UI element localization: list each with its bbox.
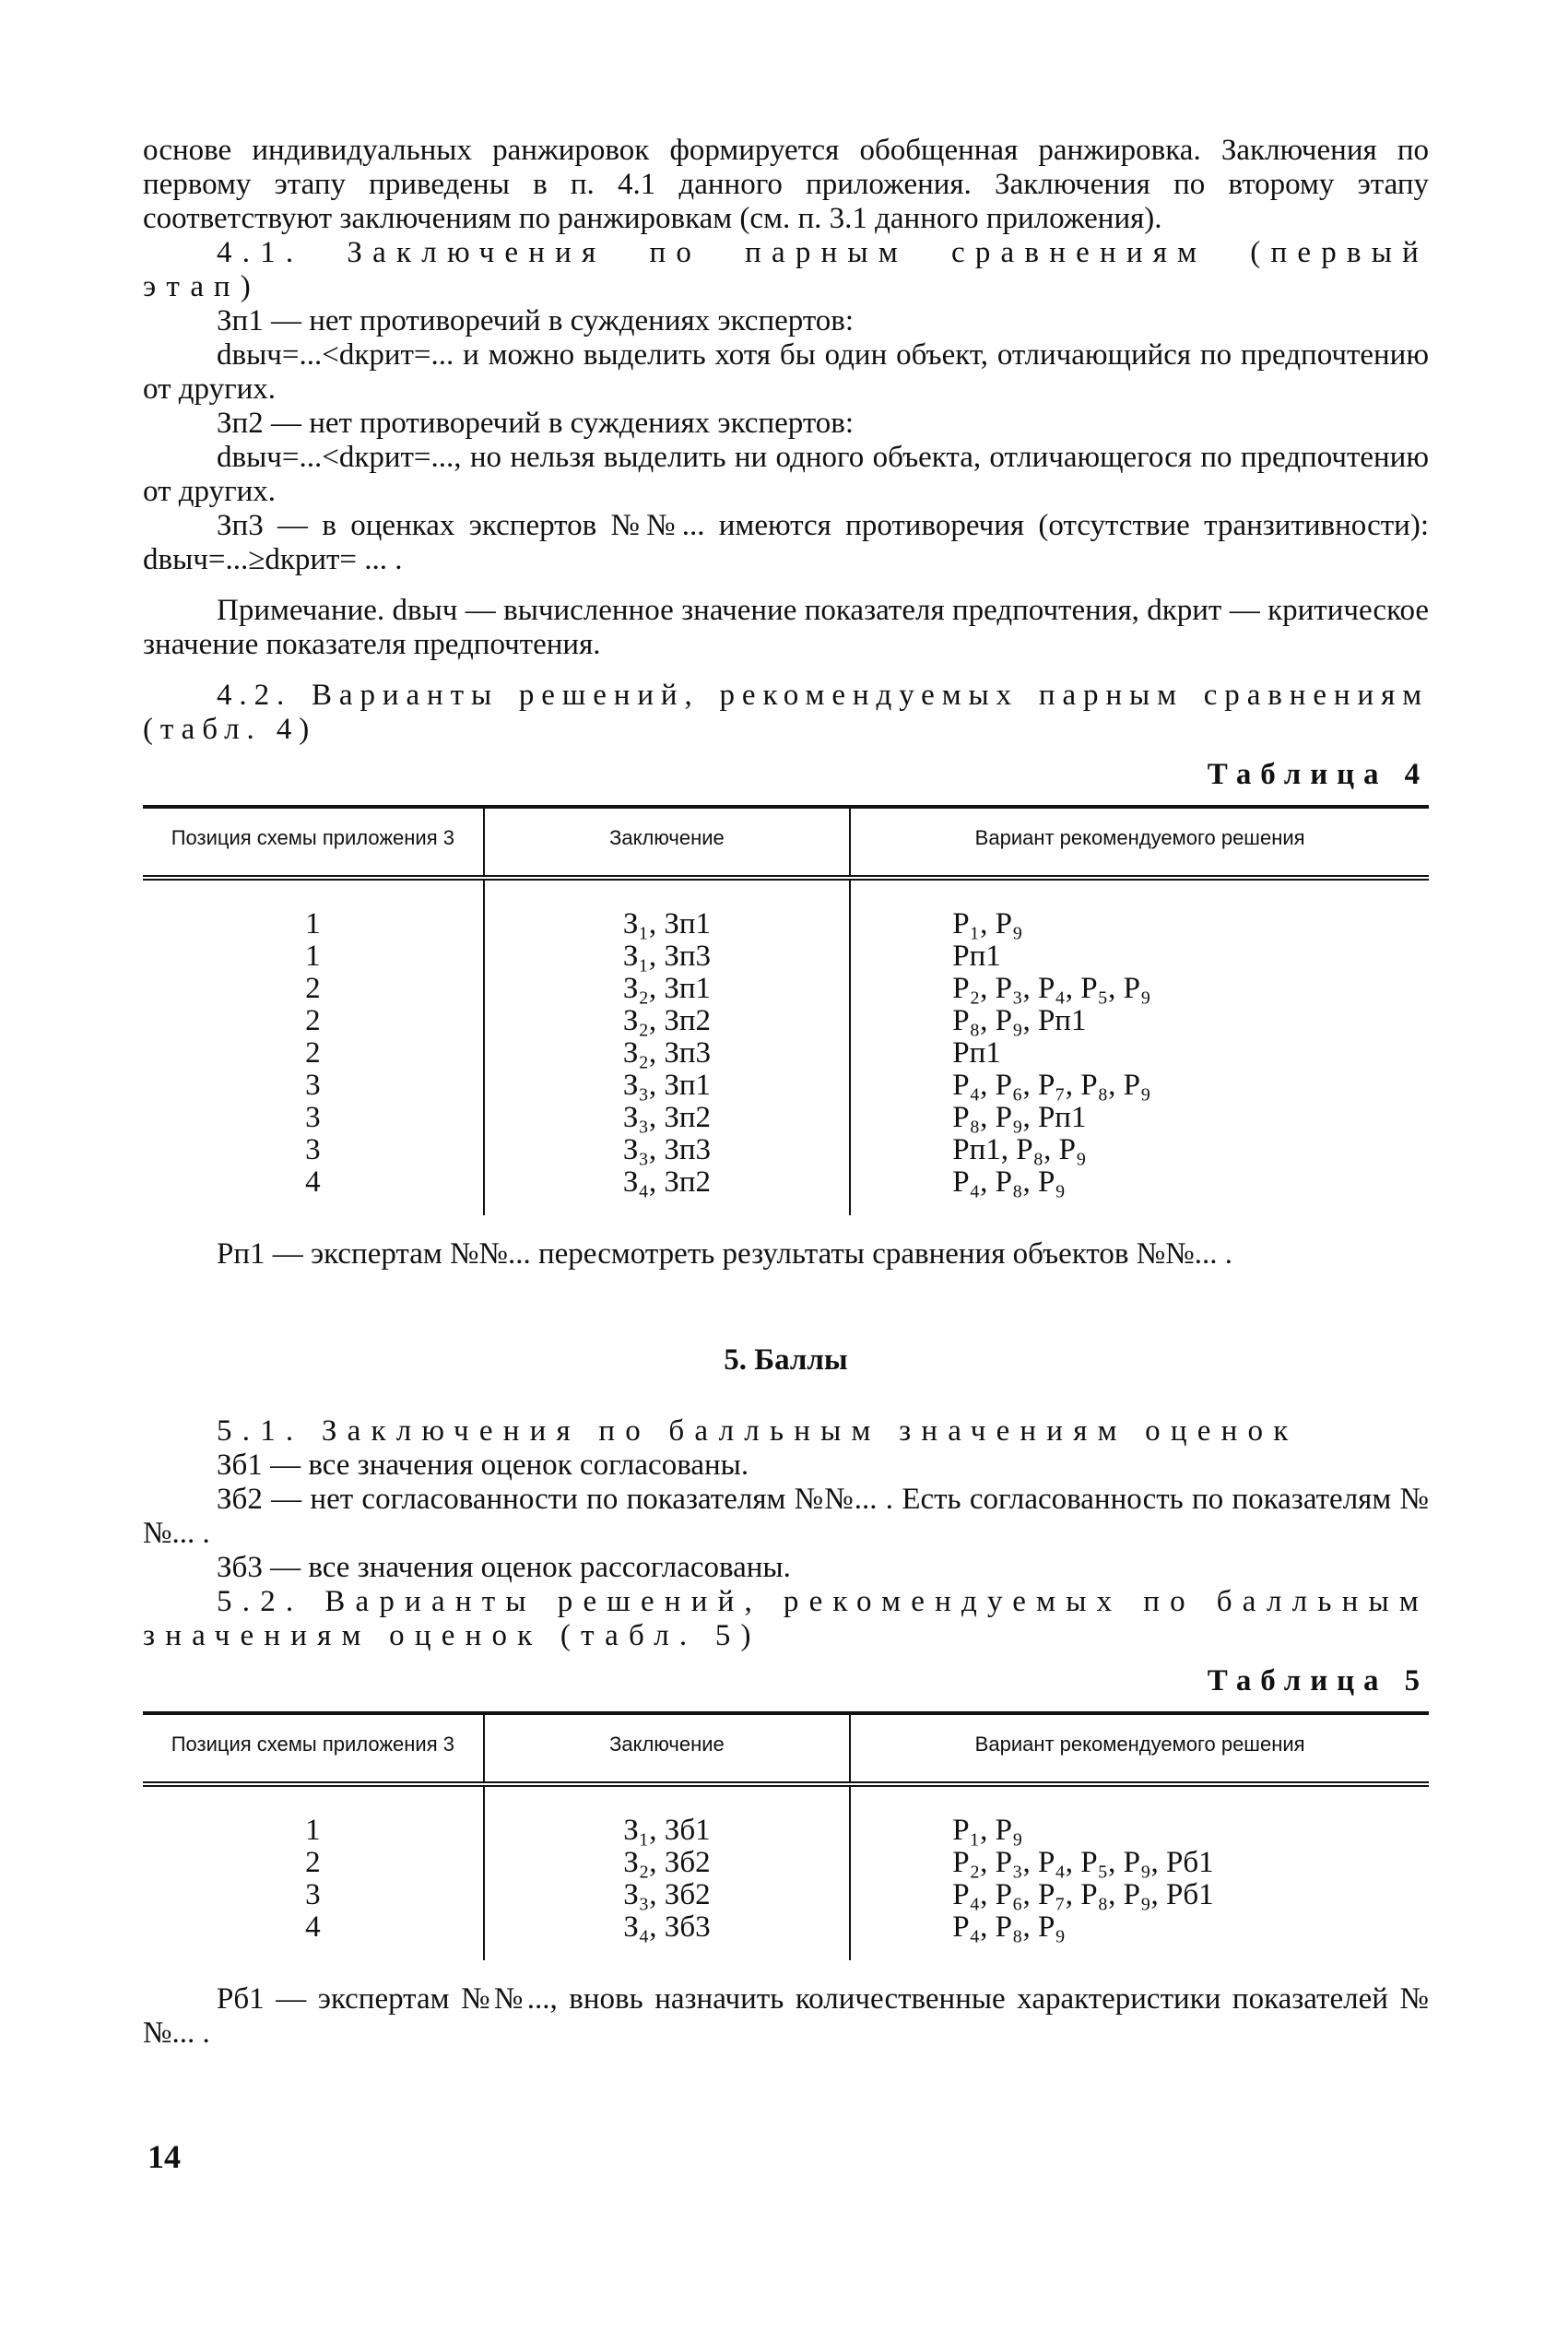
table-row xyxy=(143,1784,1429,1847)
table-cell: 4 xyxy=(305,1165,321,1199)
table-cell: P₄, P₈, P₉ xyxy=(850,1166,1429,1215)
table-cell: Рп1, P₈, P₉ xyxy=(850,1134,1429,1166)
table-cell: З₃, Зп2 xyxy=(484,1102,851,1134)
table-cell: P₁, P₉ xyxy=(850,1784,1429,1847)
conclusion-zb1: Зб1 — все значения оценок согласованы. xyxy=(217,1449,749,1482)
table-cell: З₄, Зб3 xyxy=(484,1911,851,1960)
table-cell: З₃, Зп1 xyxy=(484,1070,851,1102)
table-cell: 3 xyxy=(305,1878,321,1911)
table-cell: Рп1 xyxy=(850,940,1429,973)
table-cell: 2 xyxy=(305,1846,321,1879)
column-header-conclusion: Заключение xyxy=(484,807,851,878)
table-cell: З₂, Зп3 xyxy=(484,1037,851,1070)
table-row xyxy=(143,1070,1429,1102)
table-cell: З₁, Зб1 xyxy=(484,1784,851,1847)
column-header-position: Позиция схемы приложения 3 xyxy=(143,807,484,878)
document-page xyxy=(143,134,1429,2051)
column-header-position: Позиция схемы приложения 3 xyxy=(143,1713,484,1784)
conclusion-zb2: Зб2 — нет согласованности по показателям №№... . Есть согласованность по показателям №№... . xyxy=(143,1483,1429,1550)
table-cell: З₁, Зп3 xyxy=(484,940,851,973)
intro-paragraph: основе индивидуальных ранжировок формируется обобщенная ранжировка. Заключения по первому этапу приведены в п. 4.1 данного приложения. Заключения по второму этапу соответствуют заключениям по ранжировкам (см. п. 3.1 данного приложения). xyxy=(143,134,1429,235)
table-row xyxy=(143,1037,1429,1070)
conclusion-zp2-detail: dвыч=...<dкрит=..., но нельзя выделить ни одного объекта, отличающегося по предпочтению от других. xyxy=(143,441,1429,508)
table-cell: P₁, P₉ xyxy=(850,878,1429,940)
table-cell: З₄, Зп2 xyxy=(484,1166,851,1215)
section-4-1-heading: 4.1. Заключения по парным сравнениям (первый этап) xyxy=(143,236,1429,303)
table-cell: Рп1 xyxy=(850,1037,1429,1070)
table-cell: З₁, Зп1 xyxy=(484,878,851,940)
column-header-decision: Вариант рекомендуемого решения xyxy=(850,1713,1429,1784)
section-5-2-heading: 5.2. Варианты решений, рекомендуемых по балльным значениям оценок (табл. 5) xyxy=(143,1585,1429,1652)
table-row xyxy=(143,1911,1429,1960)
table-row xyxy=(143,878,1429,940)
note-paragraph: Примечание. dвыч — вычисленное значение показателя предпочтения, dкрит — критическое значение показателя предпочтения. xyxy=(143,594,1429,661)
column-header-conclusion: Заключение xyxy=(484,1713,851,1784)
table-cell: P₄, P₆, P₇, P₈, P₉ xyxy=(850,1070,1429,1102)
table-4-caption: Таблица 4 xyxy=(1207,758,1429,791)
section-4-2-heading: 4.2. Варианты решений, рекомендуемых парным сравнениям (табл. 4) xyxy=(143,679,1429,746)
conclusion-zp1-detail: dвыч=...<dкрит=... и можно выделить хотя бы один объект, отличающийся по предпочтению от других. xyxy=(143,338,1429,406)
table-5 xyxy=(143,1711,1429,1960)
conclusion-zp2: Зп2 — нет противоречий в суждениях экспертов: xyxy=(217,407,855,440)
table-cell: 2 xyxy=(305,1004,321,1037)
section-5-1-heading: 5.1. Заключения по балльным значениям оценок xyxy=(217,1414,1299,1448)
table-cell: З₃, Зб2 xyxy=(484,1879,851,1911)
table-row xyxy=(143,940,1429,973)
table-cell: P₂, P₃, P₄, P₅, P₉ xyxy=(850,973,1429,1005)
conclusion-zp3: Зп3 — в оценках экспертов №№... имеются противоречия (отсутствие транзитивности): dвыч=...≥dкрит= ... . xyxy=(143,509,1429,576)
table-4-footnote: Рп1 — экспертам №№... пересмотреть результаты сравнения объектов №№... . xyxy=(217,1237,1232,1271)
conclusion-zp1: Зп1 — нет противоречий в суждениях экспертов: xyxy=(217,304,855,337)
table-cell: З₃, Зп3 xyxy=(484,1134,851,1166)
table-row xyxy=(143,1134,1429,1166)
table-cell: 3 xyxy=(305,1101,321,1134)
table-row xyxy=(143,1005,1429,1037)
table-cell: 3 xyxy=(305,1069,321,1102)
table-cell: 2 xyxy=(305,1036,321,1070)
table-cell: 1 xyxy=(305,907,321,940)
table-cell: P₈, P₉, Рп1 xyxy=(850,1005,1429,1037)
table-row xyxy=(143,1102,1429,1134)
table-cell: 1 xyxy=(305,1814,321,1847)
section-5-heading: 5. Баллы xyxy=(724,1343,848,1377)
table-5-caption: Таблица 5 xyxy=(1207,1664,1429,1697)
page-number: 14 xyxy=(147,2138,181,2175)
table-cell: P₄, P₈, P₉ xyxy=(850,1911,1429,1960)
table-cell: З₂, Зб2 xyxy=(484,1847,851,1879)
table-cell: 4 xyxy=(305,1910,321,1944)
table-row xyxy=(143,1847,1429,1879)
table-4 xyxy=(143,805,1429,1215)
table-cell: P₂, P₃, P₄, P₅, P₉, Рб1 xyxy=(850,1847,1429,1879)
conclusion-zb3: Зб3 — все значения оценок рассогласованы. xyxy=(217,1551,791,1584)
table-cell: 3 xyxy=(305,1133,321,1166)
table-row xyxy=(143,973,1429,1005)
column-header-decision: Вариант рекомендуемого решения xyxy=(850,807,1429,878)
table-row xyxy=(143,1166,1429,1215)
table-5-footnote: Рб1 — экспертам №№..., вновь назначить количественные характеристики показателей №№... . xyxy=(143,1982,1429,2050)
table-cell: 1 xyxy=(305,940,321,973)
table-cell: З₂, Зп2 xyxy=(484,1005,851,1037)
table-cell: 2 xyxy=(305,972,321,1005)
table-row xyxy=(143,1879,1429,1911)
table-cell: P₄, P₆, P₇, P₈, P₉, Рб1 xyxy=(850,1879,1429,1911)
table-cell: З₂, Зп1 xyxy=(484,973,851,1005)
table-cell: P₈, P₉, Рп1 xyxy=(850,1102,1429,1134)
